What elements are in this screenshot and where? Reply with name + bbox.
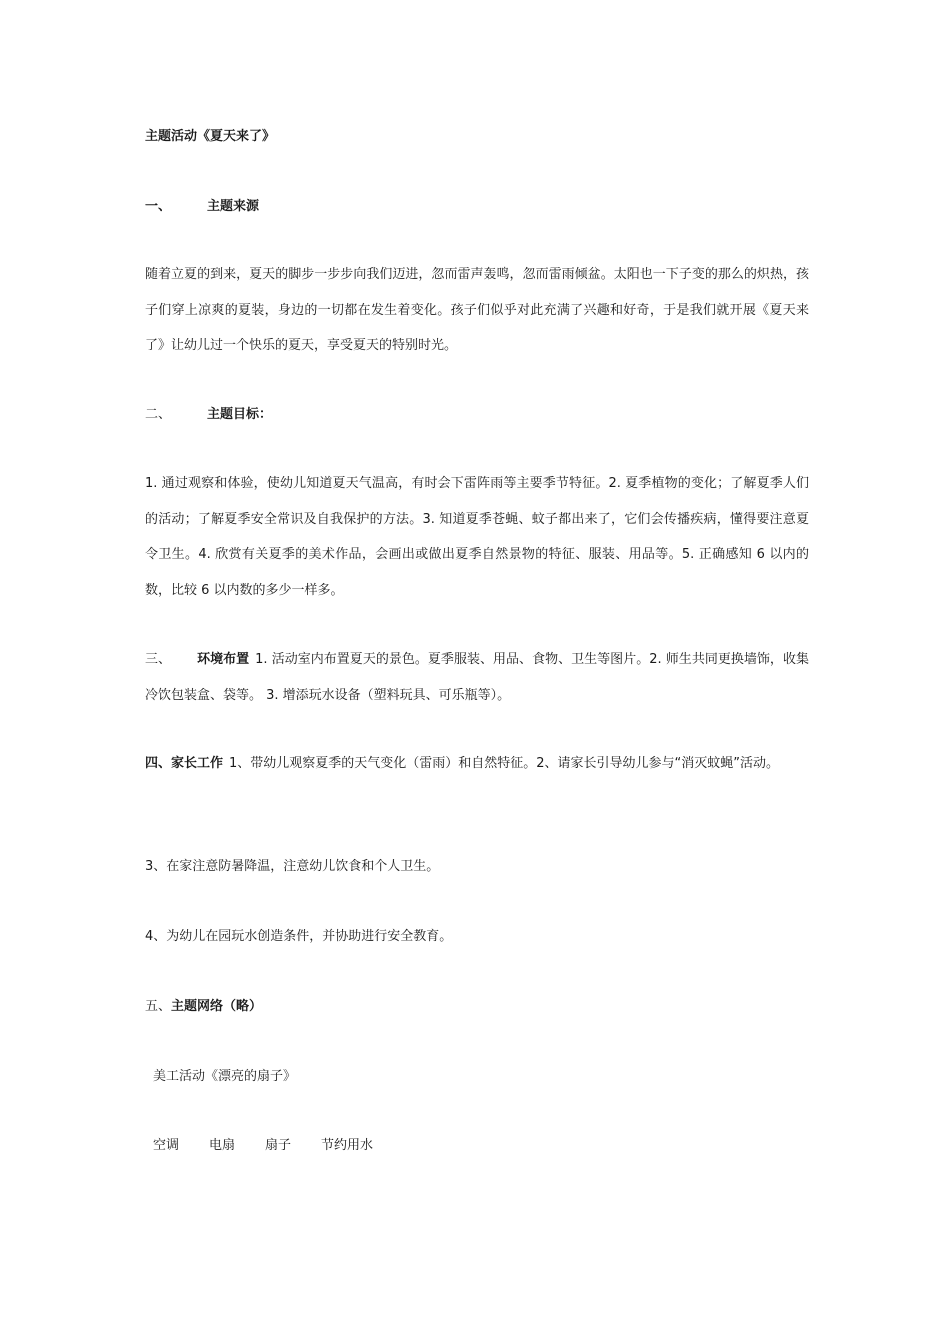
network-item: 电扇 bbox=[209, 1138, 236, 1153]
section-2-heading bbox=[145, 406, 272, 424]
section-5-title: 主题网络（略） bbox=[171, 999, 263, 1014]
section-2-number: 二、 bbox=[145, 407, 172, 422]
network-item: 扇子 bbox=[265, 1138, 292, 1153]
section-1-number: 一、 bbox=[145, 199, 172, 214]
document-title: 主题活动《夏天来了》 bbox=[145, 129, 276, 144]
theme-network-row bbox=[153, 1137, 403, 1155]
section-4-item-3: 3、在家注意防暑降温，注意幼儿饮食和个人卫生。 bbox=[145, 859, 440, 874]
section-4-paragraph bbox=[145, 746, 809, 782]
section-5-activity: 美工活动《漂亮的扇子》 bbox=[153, 1069, 297, 1084]
section-5-number: 五、 bbox=[145, 999, 172, 1014]
network-item: 节约用水 bbox=[321, 1138, 374, 1153]
section-3-title: 环境布置 bbox=[197, 652, 250, 667]
section-3-body: 1. 活动室内布置夏天的景色。夏季服装、用品、食物、卫生等图片。2. 师生共同更换墙饰，收集冷饮包装盒、袋等。 3. 增添玩水设备（塑料玩具、可乐瓶等）。 bbox=[145, 652, 809, 703]
section-4-item-4: 4、为幼儿在园玩水创造条件，并协助进行安全教育。 bbox=[145, 929, 453, 944]
section-3-number: 三、 bbox=[145, 652, 172, 667]
section-1-body: 随着立夏的到来，夏天的脚步一步步向我们迈进，忽而雷声轰鸣，忽而雷雨倾盆。太阳也一下子变的那么的炽热，孩子们穿上凉爽的夏装，身边的一切都在发生着变化。孩子们似乎对此充满了兴趣和好奇，于是我们就开展《夏天来了》让幼儿过一个快乐的夏天，享受夏天的特别时光。 bbox=[145, 267, 809, 353]
section-4-body: 1、带幼儿观察夏季的天气变化（雷雨）和自然特征。2、请家长引导幼儿参与“消灭蚊蝇”活动。 bbox=[229, 756, 780, 771]
section-3-paragraph bbox=[145, 642, 809, 713]
section-2-title: 主题目标： bbox=[207, 407, 273, 422]
section-2-body: 1. 通过观察和体验，使幼儿知道夏天气温高，有时会下雷阵雨等主要季节特征。2. 夏季植物的变化；了解夏季人们的活动；了解夏季安全常识及自我保护的方法。3. 知道夏季苍蝇、蚊子都出来了，它们会传播疾病，懂得要注意夏令卫生。4. 欣赏有关夏季的美术作品，会画出或做出夏季自然景物的特征、服装、用品等。5. 正确感知 6 以内的数，比较 6 以内数的多少一样多。 bbox=[145, 476, 809, 598]
section-1-title: 主题来源 bbox=[207, 199, 260, 214]
section-5-heading bbox=[145, 998, 262, 1016]
network-item: 空调 bbox=[153, 1138, 180, 1153]
section-1-heading bbox=[145, 198, 259, 216]
section-4-title: 四、家长工作 bbox=[145, 756, 224, 771]
